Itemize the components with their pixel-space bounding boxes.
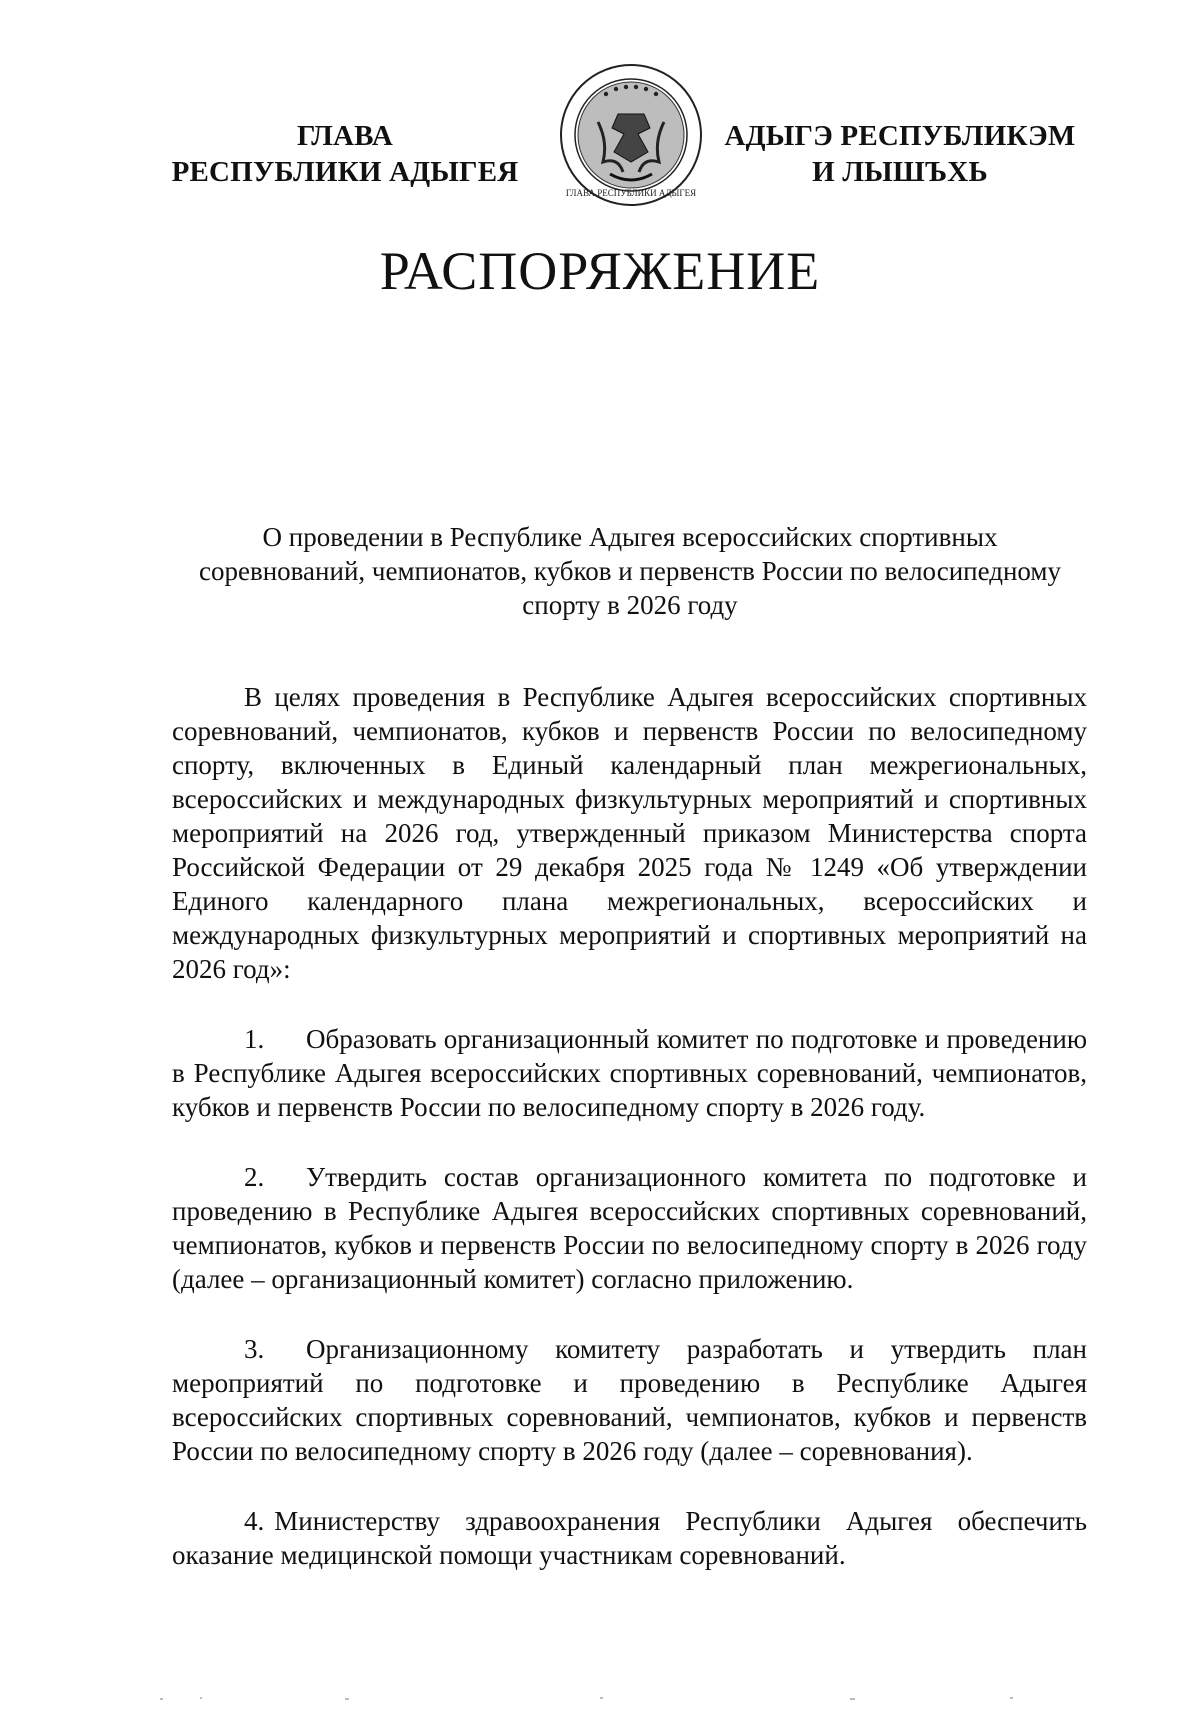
item-paragraph-2 [172,1160,1087,1296]
item-number: 3. [244,1334,265,1364]
header-left [160,118,530,190]
scan-noise [0,1696,1200,1702]
item-text: Образовать организационный комитет по подготовке и проведению в Республике Адыгея всероссийских спортивных соревнований, чемпионатов, кубков и первенств России по велосипедному спорту в 2026 году. [172,1024,1087,1122]
subject-line-2: соревнований, чемпионатов, кубков и первенств России по велосипедному [199,556,1061,586]
item-paragraph-3 [172,1332,1087,1468]
document-title: РАСПОРЯЖЕНИЕ [379,241,821,301]
item-number: 2. [244,1162,265,1192]
document-subject [170,520,1090,622]
item-paragraph-4 [172,1504,1087,1572]
header-left-line2: РЕСПУБЛИКИ АДЫГЕЯ [171,156,519,188]
header-right-line1: АДЫГЭ РЕСПУБЛИКЭМ [724,120,1076,152]
subject-line-1: О проведении в Республике Адыгея всероссийских спортивных [262,522,998,552]
document-body [172,680,1087,1608]
header-right-line2: И ЛЫШЪХЬ [812,156,988,188]
item-number: 1. [244,1024,265,1054]
header-left-line1: ГЛАВА [296,120,394,152]
header-right [715,118,1085,190]
preamble-paragraph: В целях проведения в Республике Адыгея всероссийских спортивных соревнований, чемпионатов, кубков и первенств России по велосипедному спорту, включенных в Единый календарный план межрегиональных, всероссийских и международных физкультурных мероприятий и спортивных мероприятий на 2026 год, утвержденный приказом Министерства спорта Российской Федерации от 29 декабря 2025 года № 1249 «Об утверждении Единого календарного плана межрегиональных, всероссийских и международных физкультурных мероприятий и спортивных мероприятий на 2026 год»: [172,682,1087,984]
item-text: Министерству здравоохранения Республики Адыгея обеспечить оказание медицинской помощи участникам соревнований. [172,1506,1087,1570]
item-paragraph-1 [172,1022,1087,1124]
emblem-text: ГЛАВА РЕСПУБЛИКИ АДЫГЕЯ [565,188,697,198]
subject-line-3: спорту в 2026 году [522,590,738,620]
coat-of-arms-emblem [558,62,704,208]
item-number: 4. [244,1506,265,1536]
item-text: Организационному комитету разработать и утвердить план мероприятий по подготовке и проведению в Республике Адыгея всероссийских спортивных соревнований, чемпионатов, кубков и первенств России по велосипедному спорту в 2026 году (далее – соревнования). [172,1334,1087,1466]
item-text: Утвердить состав организационного комитета по подготовке и проведению в Республике Адыгея всероссийских спортивных соревнований, чемпионатов, кубков и первенств России по велосипедному спорту в 2026 году (далее – организационный комитет) согласно приложению. [172,1162,1087,1294]
